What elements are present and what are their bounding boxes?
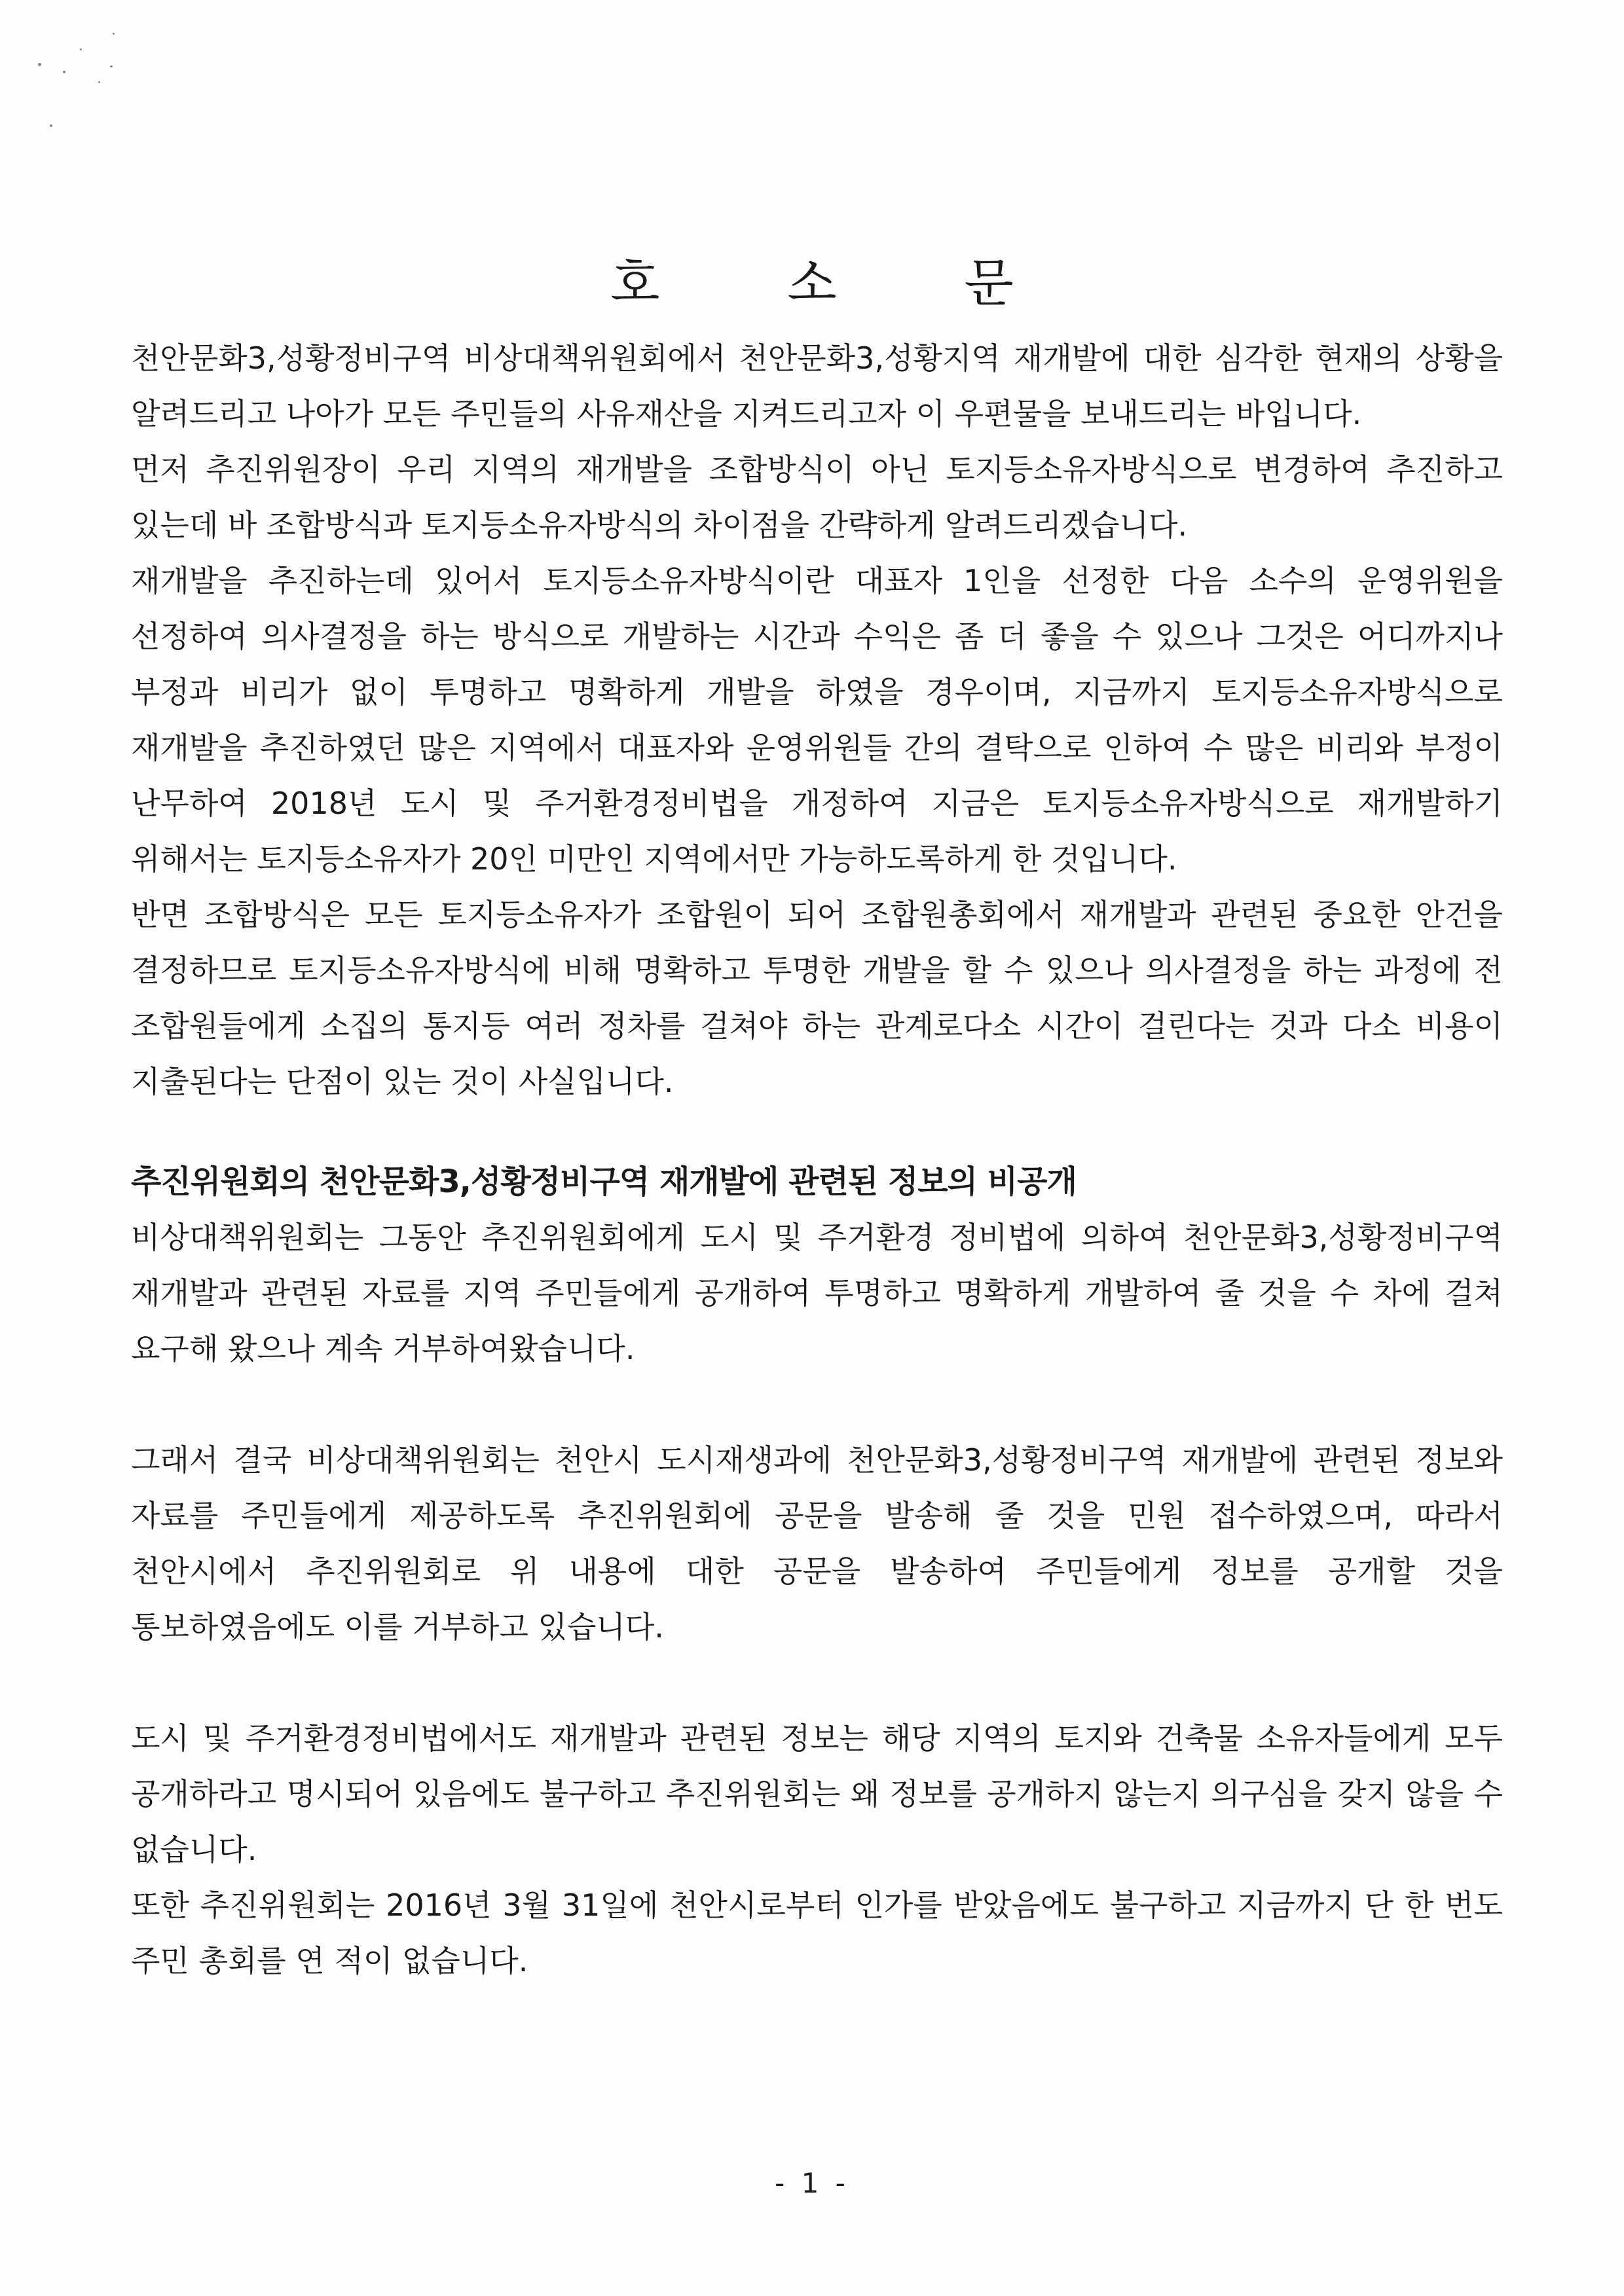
paragraph-city-complaint: 그래서 결국 비상대책위원회는 천안시 도시재생과에 천안문화3,성황정비구역 재개발에 관련된 정보와 자료를 주민들에게 제공하도록 추진위원회에 공문을 발송해 줄 것을 민원 접수하였으며, 따라서 천안시에서 추진위원회로 위 내용에 대한 공문을 발송하여 주민들에게 정보를 공개할 것을 통보하였음에도 이를 거부하고 있습니다. <box>131 1442 1503 1645</box>
paragraph-no-general-meeting: 또한 추진위원회는 2016년 3월 31일에 천안시로부터 인가를 받았음에도 불구하고 지금까지 단 한 번도 주민 총회를 연 적이 없습니다. <box>131 1887 1503 1978</box>
scan-speck <box>98 81 100 83</box>
paragraph-landowner-method: 재개발을 추진하는데 있어서 토지등소유자방식이란 대표자 1인을 선정한 다음 소수의 운영위원을 선정하여 의사결정을 하는 방식으로 개발하는 시간과 수익은 좀 더 좋을 수 있으나 그것은 어디까지나 부정과 비리가 없이 투명하고 명확하게 개발을 하였을 경우이며, 지금까지 토지등소유자방식으로 재개발을 추진하였던 많은 지역에서 대표자와 운영위원들 간의 결탁으로 인하여 수 많은 비리와 부정이 난무하여 2018년 도시 및 주거환경정비법을 개정하여 지금은 토지등소유자방식으로 재개발하기 위해서는 토지등소유자가 20인 미만인 지역에서만 가능하도록하게 한 것입니다. <box>131 563 1503 877</box>
scan-speck <box>38 63 41 66</box>
section-heading: 추진위원회의 천안문화3,성황정비구역 재개발에 관련된 정보의 비공개 <box>131 1163 1077 1200</box>
document-body <box>131 331 1503 1989</box>
paragraph-law-requirement: 도시 및 주거환경정비법에서도 재개발과 관련된 정보는 해당 지역의 토지와 건축물 소유자들에게 모두 공개하라고 명시되어 있음에도 불구하고 추진위원회는 왜 정보를 공개하지 않는지 의구심을 갖지 않을 수 없습니다. <box>131 1721 1503 1867</box>
paragraph-union-method: 반면 조합방식은 모든 토지등소유자가 조합원이 되어 조합원총회에서 재개발과 관련된 중요한 안건을 결정하므로 토지등소유자방식에 비해 명확하고 투명한 개발을 할 수 있으나 의사결정을 하는 과정에 전 조합원들에게 소집의 통지등 여러 정차를 걸쳐야 하는 관계로다소 시간이 걸린다는 것과 다소 비용이 지출된다는 단점이 있는 것이 사실입니다. <box>131 897 1503 1099</box>
scan-speck <box>110 65 113 67</box>
scan-speck <box>80 48 82 50</box>
scan-speck <box>63 71 65 73</box>
scan-speck <box>50 124 52 127</box>
scan-speck <box>113 33 115 35</box>
paragraph-method-change: 먼저 추진위원장이 우리 지역의 재개발을 조합방식이 아닌 토지등소유자방식으로 변경하여 추진하고 있는데 바 조합방식과 토지등소유자방식의 차이점을 간략하게 알려드리겠습니다. <box>131 452 1503 543</box>
page-number: - 1 - <box>775 2167 849 2199</box>
document-title: 호 소 문 <box>610 254 1014 314</box>
paragraph-intro: 천안문화3,성황정비구역 비상대책위원회에서 천안문화3,성황지역 재개발에 대한 심각한 현재의 상황을 알려드리고 나아가 모든 주민들의 사유재산을 지켜드리고자 이 우편물을 보내드리는 바입니다. <box>131 340 1503 431</box>
paragraph-disclosure-request: 비상대책위원회는 그동안 추진위원회에게 도시 및 주거환경 정비법에 의하여 천안문화3,성황정비구역 재개발과 관련된 자료를 지역 주민들에게 공개하여 투명하고 명확하게 개발하여 줄 것을 수 차에 걸쳐 요구해 왔으나 계속 거부하여왔습니다. <box>131 1220 1503 1366</box>
